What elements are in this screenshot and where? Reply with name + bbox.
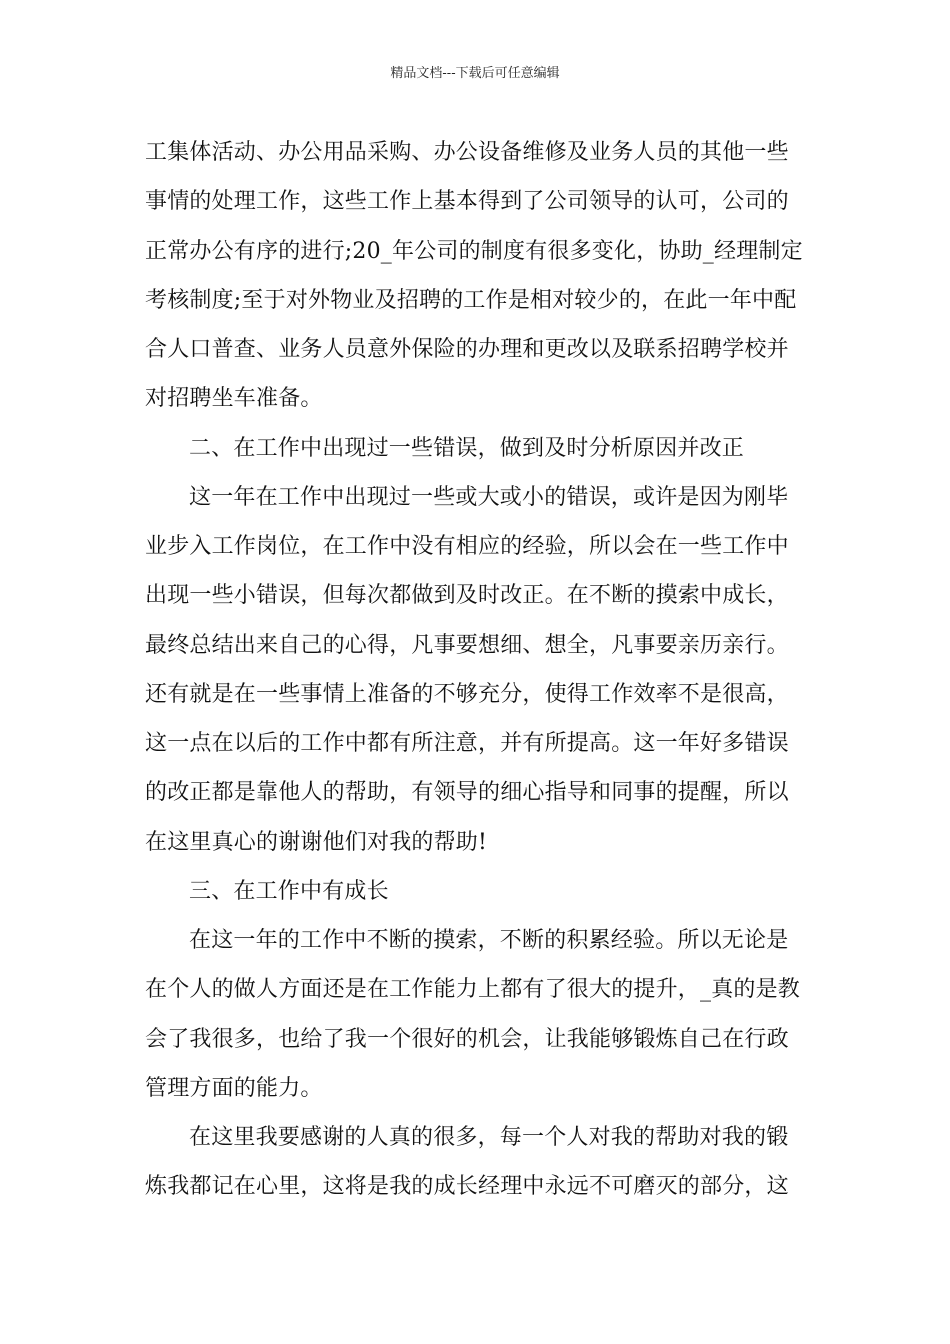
text-line: 对招聘坐车准备。: [145, 386, 323, 412]
text-line: 最终总结出来自己的心得，凡事要想细、想全，凡事要亲历亲行。: [145, 632, 789, 658]
text-line: 这一点在以后的工作中都有所注意，并有所提高。这一年好多错误: [145, 731, 789, 756]
text-line: 工集体活动、办公用品采购、办公设备维修及业务人员的其他一些: [145, 140, 789, 165]
page-header: 精品文档---下载后可任意编辑: [390, 66, 560, 81]
text-line: 出现一些小错误，但每次都做到及时改正。在不断的摸索中成长，: [145, 583, 789, 609]
text-line: 会了我很多，也给了我一个很好的机会，让我能够锻炼自己在行政: [145, 1026, 789, 1052]
text-line: 在这一年的工作中不断的摸索，不断的积累经验。所以无论是: [189, 928, 789, 953]
text-line: 在这里真心的谢谢他们对我的帮助!: [145, 829, 488, 855]
text-line: 的改正都是靠他人的帮助，有领导的细心指导和同事的提醒，所以: [145, 780, 789, 806]
section-heading: 三、在工作中有成长: [189, 878, 389, 904]
text-line: 这一年在工作中出现过一些或大或小的错误，或许是因为刚毕: [189, 484, 789, 510]
text-line: 合人口普查、业务人员意外保险的办理和更改以及联系招聘学校并: [145, 337, 789, 362]
text-line: 炼我都记在心里，这将是我的成长经理中永远不可磨灭的部分，这: [145, 1174, 789, 1200]
text-line: 在个人的做人方面还是在工作能力上都有了很大的提升，_真的是教: [145, 977, 801, 1003]
text-line: 在这里我要感谢的人真的很多，每一个人对我的帮助对我的锻: [189, 1125, 789, 1150]
document-body: [145, 128, 810, 1212]
text-line: 正常办公有序的进行;20_年公司的制度有很多变化，协助_经理制定: [145, 238, 803, 264]
text-line: 管理方面的能力。: [145, 1075, 323, 1101]
text-line: 还有就是在一些事情上准备的不够充分，使得工作效率不是很高，: [145, 681, 789, 707]
text-line: 事情的处理工作，这些工作上基本得到了公司领导的认可，公司的: [145, 189, 789, 215]
section-heading: 二、在工作中出现过一些错误，做到及时分析原因并改正: [189, 435, 745, 461]
text-line: 考核制度;至于对外物业及招聘的工作是相对较少的，在此一年中配: [145, 287, 797, 313]
text-line: 业步入工作岗位，在工作中没有相应的经验，所以会在一些工作中: [145, 534, 789, 559]
